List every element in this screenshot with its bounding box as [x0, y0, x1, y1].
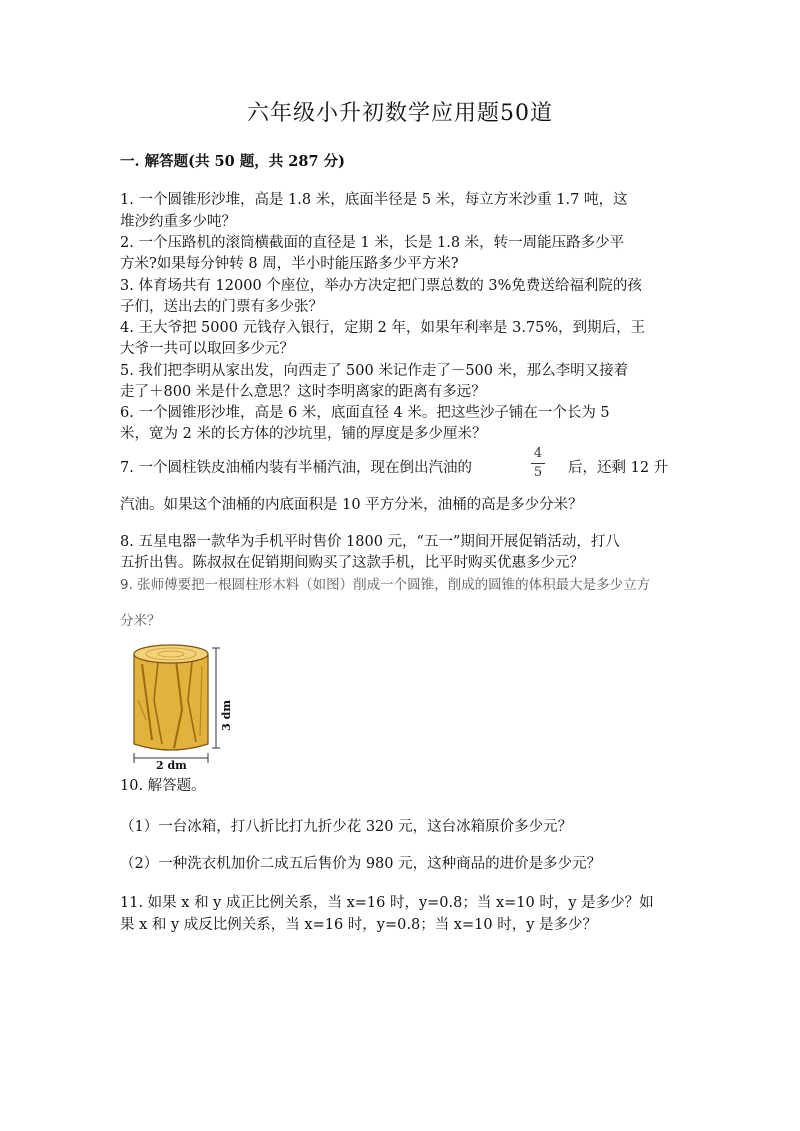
question-11-line-2: 果 x 和 y 成反比例关系，当 x=16 时，y=0.8；当 x=10 时，y 是多少？ — [120, 917, 597, 933]
wooden-cylinder-figure — [128, 640, 238, 770]
fraction-bar — [531, 463, 545, 464]
question-11-line-1: 11. 如果 x 和 y 成正比例关系，当 x=16 时，y=0.8；当 x=10 时，y 是多少？如 — [120, 895, 654, 911]
height-label: 3 dm — [220, 700, 233, 731]
question-5-line-1: 5. 我们把李明从家出发，向西走了 500 米记作走了－500 米，那么李明又接着 — [120, 363, 629, 379]
question-4-line-1: 4. 王大爷把 5000 元钱存入银行，定期 2 年，如果年利率是 3.75%，到期后，王 — [120, 320, 646, 336]
question-5-line-2: 走了＋800 米是什么意思？这时李明离家的距离有多远？ — [120, 384, 486, 400]
section-header: 一. 解答题(共 50 题，共 287 分) — [120, 153, 345, 170]
question-3-line-1: 3. 体育场共有 12000 个座位，举办方决定把门票总数的 3%免费送给福利院的孩 — [120, 278, 642, 294]
fraction-four-fifths — [528, 446, 548, 481]
question-9-line-1: 9. 张师傅要把一根圆柱形木料（如图）削成一个圆锥，削成的圆锥的体积最大是多少立方 — [120, 577, 651, 593]
question-4-line-2: 大爷一共可以取回多少元？ — [120, 341, 294, 357]
question-6-line-1: 6. 一个圆锥形沙堆，高是 6 米，底面直径 4 米。把这些沙子铺在一个长为 5 — [120, 405, 610, 421]
question-1-line-1: 1. 一个圆锥形沙堆，高是 1.8 米，底面半径是 5 米，每立方米沙重 1.7 吨，这 — [120, 192, 628, 208]
fraction-numerator: 4 — [533, 446, 543, 461]
width-label: 2 dm — [156, 759, 187, 772]
question-10-sub-1: （1）一台冰箱，打八折比打九折少花 320 元，这台冰箱原价多少元？ — [120, 819, 573, 835]
question-7-line-2: 汽油。如果这个油桶的内底面积是 10 平方分米，油桶的高是多少分米？ — [120, 497, 583, 513]
question-10-line-1: 10. 解答题。 — [120, 778, 206, 794]
fraction-denominator: 5 — [533, 465, 543, 480]
question-6-line-2: 米，宽为 2 米的长方体的沙坑里，铺的厚度是多少厘米？ — [120, 426, 487, 442]
question-10-sub-2: （2）一种洗衣机加价二成五后售价为 980 元，这种商品的进价是多少元？ — [120, 856, 602, 872]
question-8-line-2: 五折出售。陈叔叔在促销期间购买了这款手机，比平时购买优惠多少元？ — [120, 555, 584, 571]
question-8-line-1: 8. 五星电器一款华为手机平时售价 1800 元，“五一”期间开展促销活动，打八 — [120, 534, 620, 550]
question-7-line-1b: 后，还剩 12 升 — [568, 460, 669, 476]
question-2-line-1: 2. 一个压路机的滚筒横截面的直径是 1 米，长是 1.8 米，转一周能压路多少平 — [120, 235, 625, 251]
question-3-line-2: 子们，送出去的门票有多少张？ — [120, 299, 323, 315]
question-9-line-2: 分米？ — [120, 613, 161, 629]
question-1-line-2: 堆沙约重多少吨？ — [120, 214, 236, 230]
page-title: 六年级小升初数学应用题50道 — [247, 101, 553, 126]
question-7-line-1a: 7. 一个圆柱铁皮油桶内装有半桶汽油，现在倒出汽油的 — [120, 460, 472, 476]
question-2-line-2: 方米?如果每分钟转 8 周，半小时能压路多少平方米? — [120, 256, 459, 272]
